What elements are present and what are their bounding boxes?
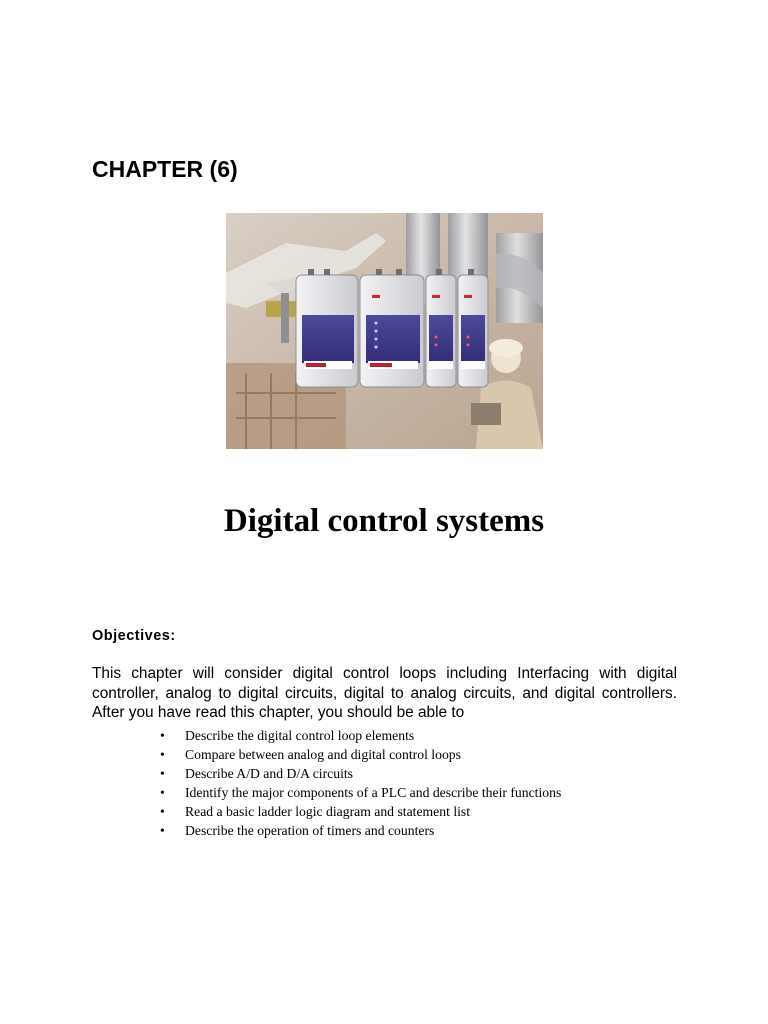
bullet-icon: • xyxy=(160,766,165,781)
bullet-icon: • xyxy=(160,823,165,838)
bullet-icon: • xyxy=(160,747,165,762)
objectives-heading: Objectives: xyxy=(92,628,176,644)
plc-modules-photo xyxy=(226,213,543,449)
document-title: Digital control systems xyxy=(223,503,545,539)
objectives-list xyxy=(160,726,561,840)
objective-text: Describe the operation of timers and counters xyxy=(185,823,435,838)
objective-item xyxy=(160,745,561,764)
objective-text: Describe the digital control loop elements xyxy=(185,728,415,743)
objective-text: Identify the major components of a PLC and describe their functions xyxy=(185,785,562,800)
objective-text: Read a basic ladder logic diagram and statement list xyxy=(185,804,471,819)
objective-item xyxy=(160,764,561,783)
objective-text: Compare between analog and digital control loops xyxy=(185,747,461,762)
chapter-heading: CHAPTER (6) xyxy=(92,156,238,182)
objective-text: Describe A/D and D/A circuits xyxy=(185,766,354,781)
bullet-icon: • xyxy=(160,804,165,819)
objectives-intro-paragraph: This chapter will consider digital control loops including Interfacing with digital controller, analog to digital circuits, digital to analog circuits, and digital controllers. After you have read this chapter, you should be able to xyxy=(92,665,677,721)
bullet-icon: • xyxy=(160,785,165,800)
objective-item xyxy=(160,783,561,802)
objective-item xyxy=(160,726,561,745)
bullet-icon: • xyxy=(160,728,165,743)
objective-item xyxy=(160,821,561,840)
objective-item xyxy=(160,802,561,821)
